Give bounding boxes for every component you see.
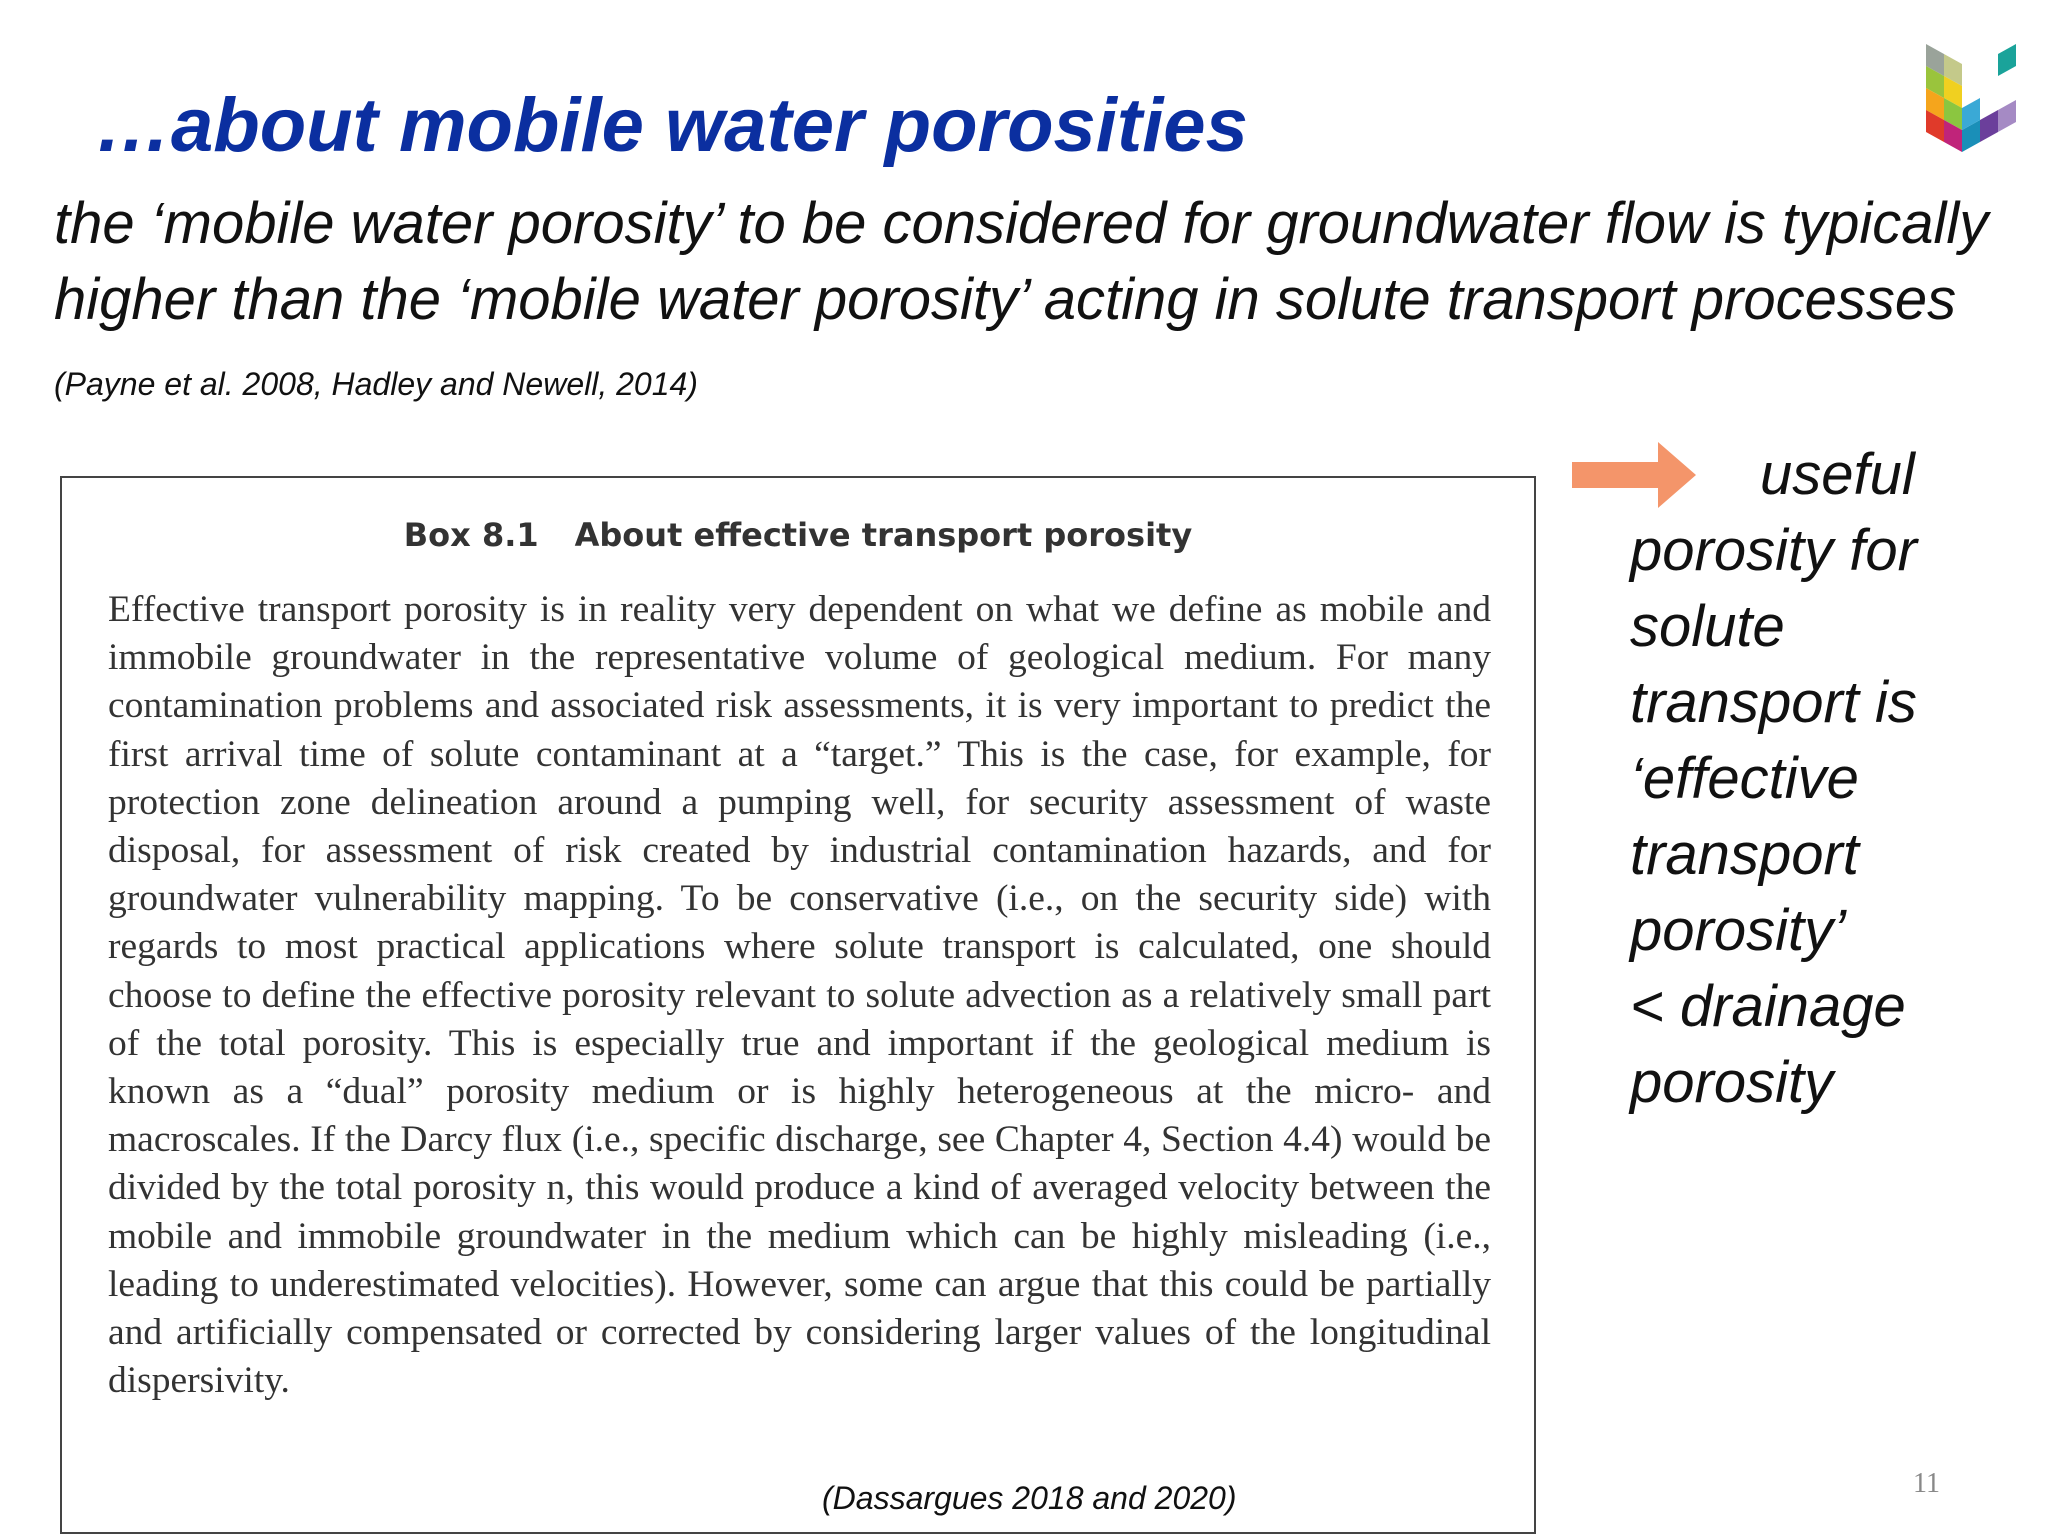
intro-text: the ‘mobile water porosity’ to be considered for groundwater flow is typically higher than the ‘mobile water porosity’ acting in solute transport processes	[54, 191, 1989, 332]
callout-line: solute	[1630, 594, 1785, 659]
textbook-excerpt-box	[60, 476, 1536, 1534]
callout-line: < drainage	[1630, 974, 1906, 1039]
callout-line: transport is	[1630, 670, 1917, 735]
page-number: 11	[1913, 1468, 1940, 1499]
slide-title: …about mobile water porosities	[95, 83, 1248, 168]
box-heading-text: About effective transport porosity	[574, 516, 1193, 554]
intro-citation: (Payne et al. 2008, Hadley and Newell, 2014)	[54, 366, 698, 402]
university-logo-icon	[1926, 44, 2028, 160]
box-number: Box 8.1	[403, 516, 539, 554]
callout-line: ‘effective	[1630, 746, 1859, 811]
callout-line: porosity	[1630, 1050, 1834, 1115]
box-body-text: Effective transport porosity is in reality very dependent on what we define as mobile and immobile groundwater in the representative volume of geological medium. For many contamination problems and associated risk assessments, it is very important to predict the first arrival time of solute contaminant at a “target.” This is the case, for example, for protection zone delineation around a pumping well, for security assessment of waste disposal, for assessment of risk created by industrial contamination hazards, and for groundwater vulnerability mapping. To be conservative (i.e., on the security side) with regards to most practical applications where solute transport is calculated, one should choose to define the effective porosity relevant to solute advection as a relatively small part of the total porosity. This is especially true and important if the geological medium is known as a “dual” porosity medium or is highly heterogeneous at the micro- and macroscales. If the Darcy flux (i.e., specific discharge, see Chapter 4, Section 4.4) would be divided by the total porosity n, this would produce a kind of averaged velocity between the mobile and immobile groundwater in the medium which can be highly misleading (i.e., leading to underestimated velocities). However, some can argue that this could be partially and artificially compensated or corrected by considering larger values of the longitudinal dispersivity.	[108, 589, 1491, 1402]
intro-statement	[54, 186, 1994, 422]
callout-line: useful	[1760, 442, 1915, 507]
callout-line: transport	[1630, 822, 1859, 887]
box-heading	[62, 516, 1534, 554]
callout-line: porosity’	[1630, 898, 1846, 963]
callout-line: porosity for	[1630, 518, 1917, 583]
callout-text	[1630, 437, 2010, 1121]
box-source-citation: (Dassargues 2018 and 2020)	[822, 1480, 1237, 1516]
